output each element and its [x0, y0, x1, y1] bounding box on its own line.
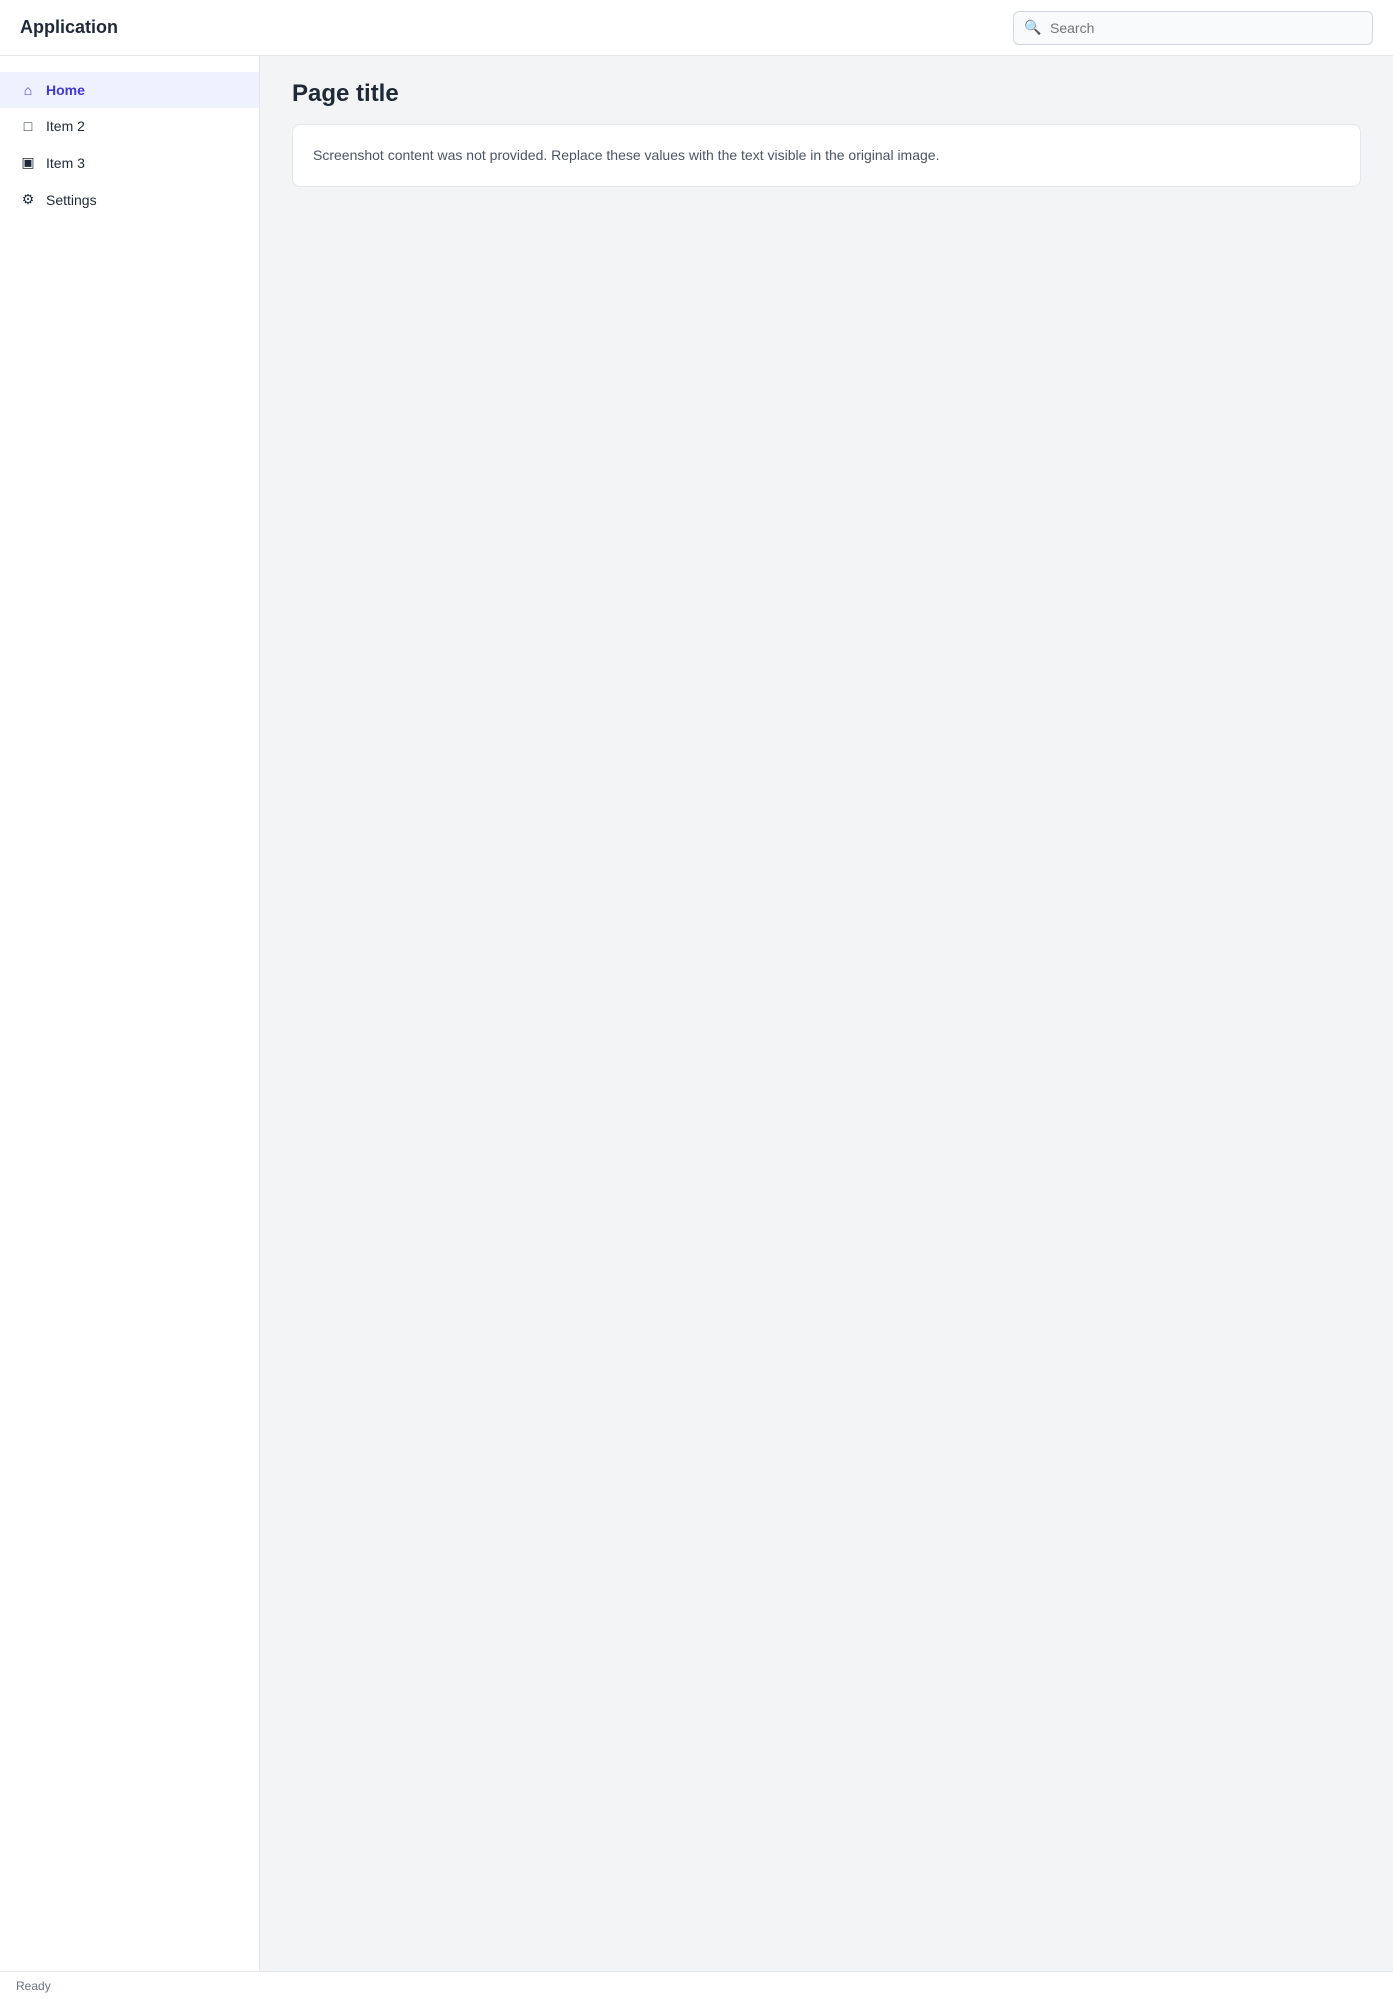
top-bar — [0, 0, 1393, 56]
page-title: Page title — [292, 80, 399, 107]
search-input[interactable] — [1048, 19, 1362, 37]
sidebar-item-home[interactable] — [0, 72, 259, 108]
app-title: Application — [20, 17, 118, 37]
sidebar-item-label: Settings — [46, 191, 97, 208]
sidebar-item-settings[interactable] — [0, 181, 259, 218]
folder-icon: ▣ — [21, 154, 35, 170]
sidebar-item-label: Item 3 — [46, 154, 85, 171]
document-icon: □ — [23, 118, 33, 134]
status-text: Ready — [16, 1978, 51, 1993]
gear-icon: ⚙ — [21, 191, 35, 207]
main-content — [260, 56, 1393, 1971]
status-bar — [0, 1971, 1393, 1999]
sidebar-item-2[interactable] — [0, 108, 259, 144]
home-icon: ⌂ — [23, 82, 33, 98]
content-text: Screenshot content was not provided. Replace these values with the text visible in the original image. — [313, 147, 940, 163]
app-layout — [0, 56, 1393, 1971]
content-card — [292, 124, 1361, 187]
sidebar-item-label: Item 2 — [46, 118, 85, 134]
search-box[interactable] — [1013, 11, 1373, 45]
sidebar-item-label: Home — [46, 82, 85, 98]
sidebar-item-3[interactable] — [0, 144, 259, 181]
sidebar — [0, 56, 260, 1971]
search-icon: 🔍 — [1024, 19, 1042, 35]
